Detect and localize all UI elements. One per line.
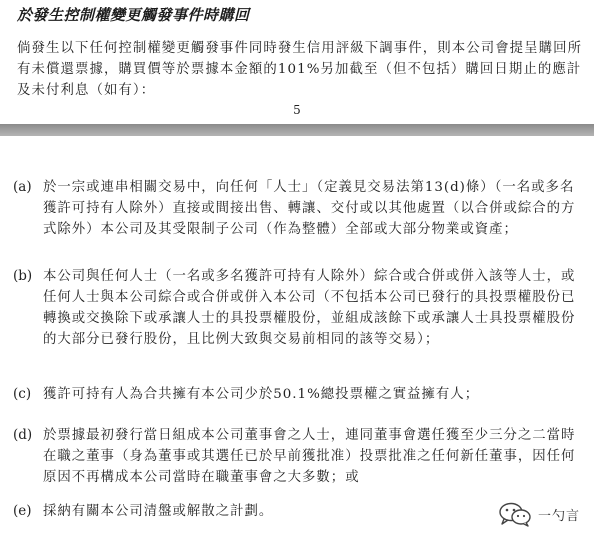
wechat-icon [498,501,532,527]
list-item-marker: (e) [13,503,32,519]
page-number: 5 [293,103,301,117]
list-item-text: 於票據最初發行當日組成本公司董事會之人士，連同董事會選任獲至少三分之二當時在職之董事（身為董事或其選任已於早前獲批准）投票批准之任何新任董事，因任何原因不再構成本公司當時在職董事會之大多數；或 [43,428,576,485]
document-page-top [0,0,594,124]
list-item-text: 本公司與任何人士（一名或多名獲許可持有人除外）綜合或合併或併入該等人士，或任何人士與本公司綜合或合併或併入本公司（不包括本公司已發行的具投票權股份已轉換或交換除下或承讓人士的具投票權股份，並組成該餘下或承讓人士具投票權股份的大部分已發行股份，且比例大致與交易前相同的該等交易）； [43,269,576,347]
list-item-marker: (a) [13,179,32,195]
document-page-bottom [0,136,594,539]
list-item-text: 獲許可持有人為合共擁有本公司少於50.1%總投票權之實益擁有人； [43,387,480,402]
list-item-text: 於一宗或連串相關交易中，向任何「人士」（定義見交易法第13(d)條）（一名或多名獲許可持有人除外）直接或間接出售、轉讓、交付或以其他處置（以合併或綜合的方式除外）本公司及其受限制子公司（作為整體）全部或大部分物業或資產； [43,180,576,237]
list-item-marker: (d) [13,427,33,443]
intro-paragraph: 倘發生以下任何控制權變更觸發事件同時發生信用評級下調事件，則本公司會提呈購回所有未償還票據，購買價等於票據本金額的101%另加截至（但不包括）購回日期止的應計及未付利息（如有）： [17,41,583,98]
list-item-marker: (c) [13,386,32,402]
watermark-text: 一勺言 [537,508,580,524]
section-heading: 於發生控制權變更觸發事件時購回 [17,6,250,24]
list-item-marker: (b) [13,268,33,284]
list-item-text: 採納有關本公司清盤或解散之計劃。 [43,504,274,519]
page-divider [0,124,594,136]
watermark [498,501,580,527]
